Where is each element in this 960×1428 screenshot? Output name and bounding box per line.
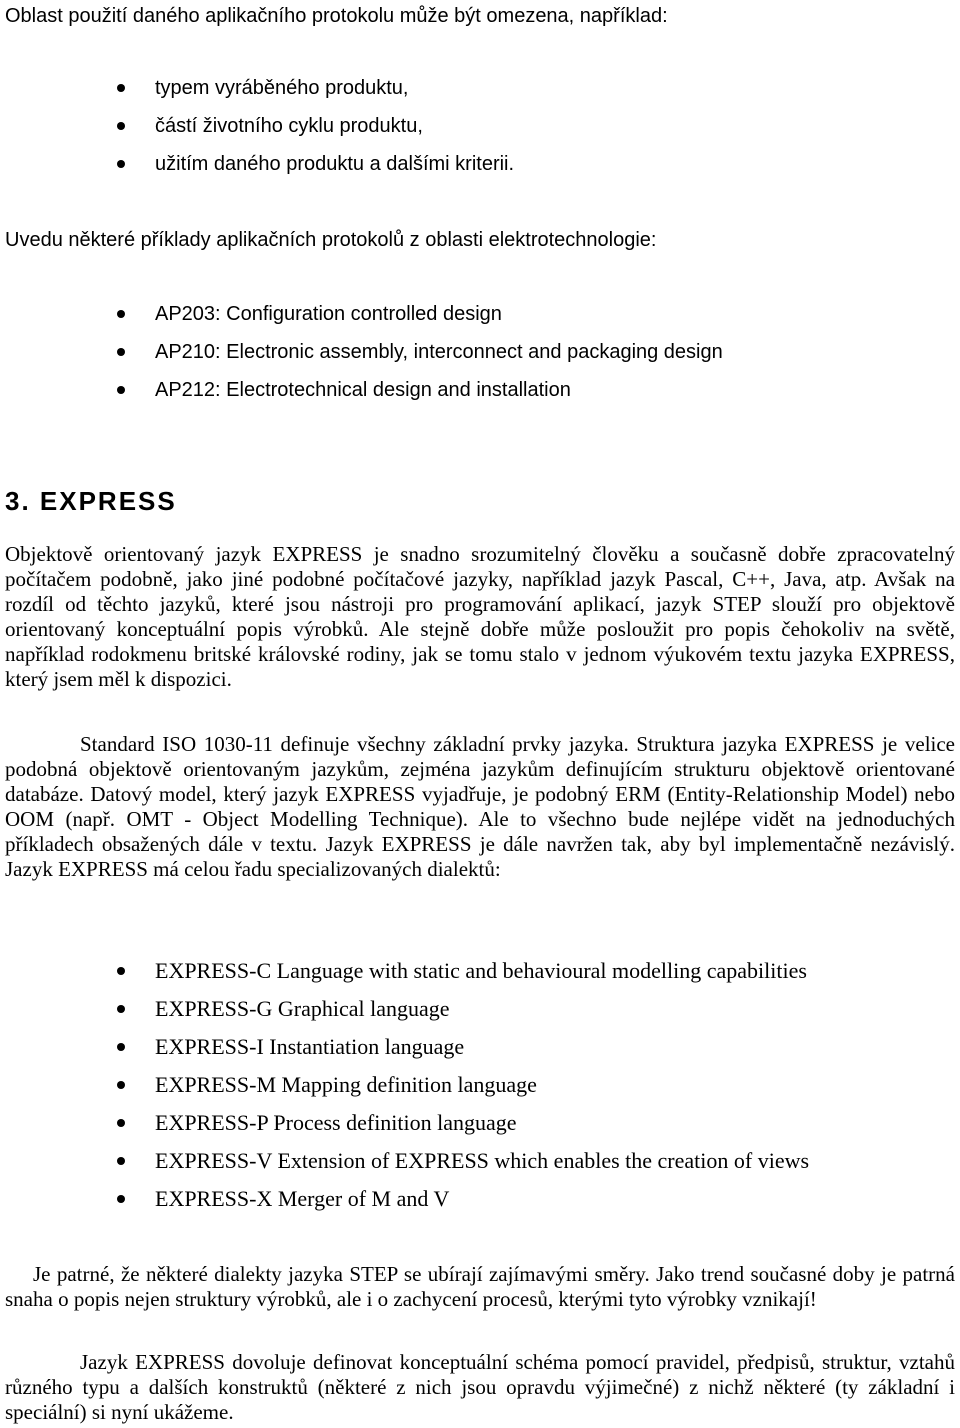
paragraph-express-intro: Objektově orientovaný jazyk EXPRESS je snadno srozumitelný člověku a současně dobře zpracovatelný počítačem podobně, jako jiné podobné počítačové jazyky, například jazyk Pascal, C++, Java, atp. Avšak na rozdíl od těchto jazyků, které jsou nástroji pro programování aplikací, jazyk STEP slouží pro objektově orientovaný konceptuální popis výrobků. Ale stejně dobře může posloužit pro popis čehokoliv na světě, například rodokmenu britské královské rodiny, jak se tomu stalo v jednom výukovém textu jazyka EXPRESS, který jsem měl k dispozici.	[5, 542, 955, 691]
list-item: AP203: Configuration controlled design	[5, 302, 955, 340]
bullet-icon	[117, 310, 125, 318]
bullet-icon	[117, 1119, 125, 1127]
paragraph-conceptual-schema: Jazyk EXPRESS dovoluje definovat konceptuální schéma pomocí pravidel, předpisů, struktur, vztahů různého typu a dalších konstruktů (některé z nich jsou opravdu výjimečné) z nichž některé (ty základní i speciální) si nyní ukážeme.	[5, 1350, 955, 1424]
list-item: EXPRESS-G Graphical language	[5, 996, 955, 1034]
bullet-icon	[117, 1157, 125, 1165]
paragraph-standard: Standard ISO 1030-11 definuje všechny základní prvky jazyka. Struktura jazyka EXPRESS je velice podobná objektově orientovaným jazykům, zejména jazykům definujícím strukturu objektově orientované databáze. Datový model, který jazyk EXPRESS vyjadřuje, je podobný ERM (Entity-Relationship Model) nebo OOM (např. OMT - Object Modelling Technique). Ale to všechno bude nejlépe vidět na jednoduchých příkladech obsažených dále v textu. Jazyk EXPRESS je dále navržen tak, aby byl implementačně nezávislý. Jazyk EXPRESS má celou řadu specializovaných dialektů:	[5, 732, 955, 881]
bullet-icon	[117, 386, 125, 394]
list-item: typem vyráběného produktu,	[5, 76, 955, 114]
bullet-icon	[117, 1081, 125, 1089]
bullet-icon	[117, 122, 125, 130]
intro-list	[5, 76, 955, 190]
list-item: EXPRESS-M Mapping definition language	[5, 1072, 955, 1110]
section-heading: 3. EXPRESS	[5, 486, 177, 516]
list-item: EXPRESS-V Extension of EXPRESS which enables the creation of views	[5, 1148, 955, 1186]
list-item: užitím daného produktu a dalšími kriterii.	[5, 152, 955, 190]
list-item: částí životního cyklu produktu,	[5, 114, 955, 152]
bullet-icon	[117, 84, 125, 92]
bullet-icon	[117, 1043, 125, 1051]
bullet-icon	[117, 1195, 125, 1203]
bullet-icon	[117, 348, 125, 356]
list-item: EXPRESS-X Merger of M and V	[5, 1186, 955, 1224]
list-item: EXPRESS-P Process definition language	[5, 1110, 955, 1148]
bullet-icon	[117, 967, 125, 975]
paragraph-dialects-trend: Je patrné, že některé dialekty jazyka STEP se ubírají zajímavými směry. Jako trend současné doby je patrná snaha o popis nejen struktury výrobků, ale i o zachycení procesů, kterými tyto výrobky vznikají!	[5, 1262, 955, 1311]
list-item: EXPRESS-I Instantiation language	[5, 1034, 955, 1072]
bullet-icon	[117, 1005, 125, 1013]
bullet-icon	[117, 160, 125, 168]
list-item: AP210: Electronic assembly, interconnect and packaging design	[5, 340, 955, 378]
protocols-text: Uvedu některé příklady aplikačních protokolů z oblasti elektrotechnologie:	[5, 229, 657, 251]
intro-text: Oblast použití daného aplikačního protokolu může být omezena, například:	[5, 5, 668, 27]
dialect-list	[5, 958, 955, 1224]
list-item: EXPRESS-C Language with static and behavioural modelling capabilities	[5, 958, 955, 996]
protocols-list	[5, 302, 955, 416]
list-item: AP212: Electrotechnical design and installation	[5, 378, 955, 416]
